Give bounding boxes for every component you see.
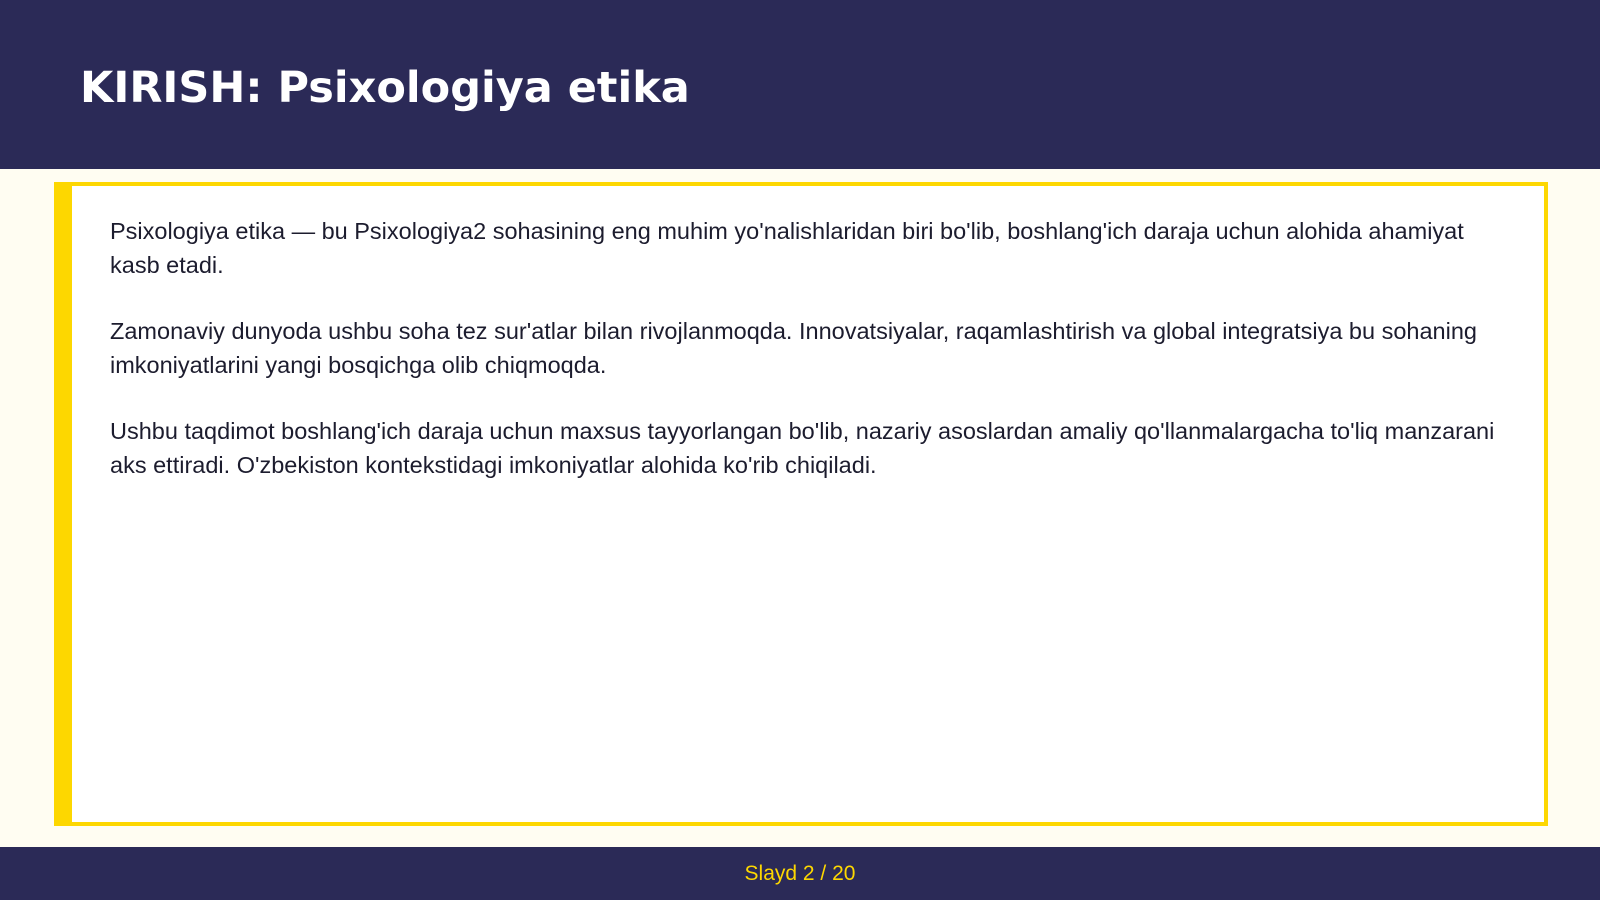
paragraph-presentation-scope: Ushbu taqdimot boshlang'ich daraja uchun maxsus tayyorlangan bo'lib, nazariy asoslardan amaliy qo'llanmalargacha to'liq manzarani aks ettiradi. O'zbekiston kontekstidagi imkoniyatlar alohida ko'rib chiqiladi. bbox=[110, 418, 1495, 478]
slide-footer bbox=[0, 847, 1600, 900]
content-card bbox=[54, 182, 1548, 826]
paragraph-intro: Psixologiya etika — bu Psixologiya2 sohasining eng muhim yo'nalishlaridan biri bo'lib, boshlang'ich daraja uchun alohida ahamiyat kasb etadi. bbox=[110, 218, 1464, 278]
paragraph-modern-world: Zamonaviy dunyoda ushbu soha tez sur'atlar bilan rivojlanmoqda. Innovatsiyalar, raqamlashtirish va global integratsiya bu sohaning imkoniyatlarini yangi bosqichga olib chiqmoqda. bbox=[110, 318, 1477, 378]
slide-header bbox=[0, 0, 1600, 169]
slide-title: KIRISH: Psixologiya etika bbox=[80, 63, 690, 113]
content-body bbox=[110, 214, 1510, 514]
slide-counter: Slayd 2 / 20 bbox=[744, 862, 856, 885]
